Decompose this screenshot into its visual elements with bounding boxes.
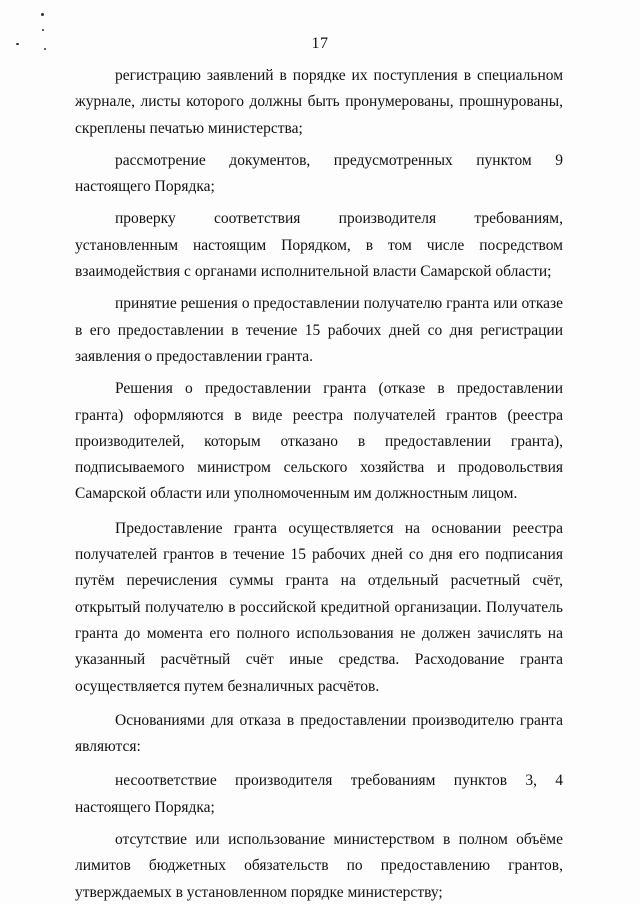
- paragraph-budget-limits: отсутствие или использование министерством в полном объёме лимитов бюджетных обязательств по предоставлению грантов, утверждаемых в установленном порядке министерству;: [75, 831, 563, 901]
- paragraph-grant-transfer: Предоставление гранта осуществляется на основании реестра получателей грантов в течение 15 рабочих дней со дня его подписания путём перечисления суммы гранта на отдельный расчетный счёт, открытый получателю в российской кредитной организации. Получатель гранта до момента его полного использования не должен зачислять на указанный расчётный счёт иные средства. Расходование гранта осуществляется путем безналичных расчётов.: [75, 519, 563, 695]
- paragraph-registration: регистрацию заявлений в порядке их поступления в специальном журнале, листы которого должны быть пронумерованы, прошнурованы, скреплены печатью министерства;: [75, 67, 563, 137]
- paragraph-decision: принятие решения о предоставлении получателю гранта или отказе в его предоставлении в течение 15 рабочих дней со дня регистрации заявления о предоставлении гранта.: [75, 295, 563, 365]
- paragraph-document-review: рассмотрение документов, предусмотренных пунктом 9 настоящего Порядка;: [75, 151, 563, 196]
- paragraph-refusal-grounds: Основаниями для отказа в предоставлении производителю гранта являются:: [75, 711, 563, 756]
- scan-speck: [41, 13, 44, 16]
- scan-speck: [42, 29, 44, 31]
- paragraph-compliance-check: проверку соответствия производителя требованиям, установленным настоящим Порядком, в том числе посредством взаимодействия с органами исполнительной власти Самарской области;: [75, 210, 563, 281]
- page-number: 17: [311, 35, 329, 52]
- paragraph-noncompliance: несоответствие производителя требованиям пунктов 3, 4 настоящего Порядка;: [75, 772, 563, 816]
- paragraph-grant-registry: Решения о предоставлении гранта (отказе в предоставлении гранта) оформляются в виде реестра получателей грантов (реестра производителей, которым отказано в предоставлении гранта), подписываемого министром сельского хозяйства и продовольствия Самарской области или уполномоченным им должностным лицом.: [75, 380, 563, 503]
- document-body: [75, 63, 563, 906]
